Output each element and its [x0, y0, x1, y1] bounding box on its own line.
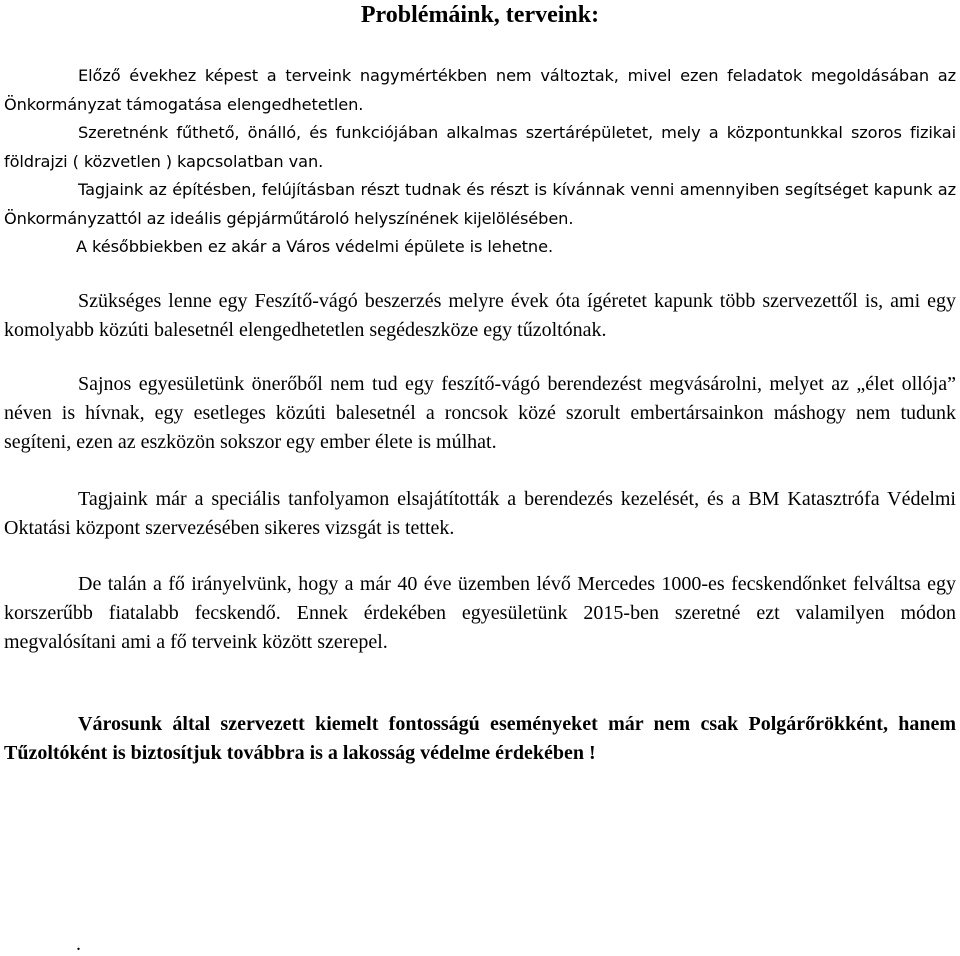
paragraph-plans-unchanged: Előző évekhez képest a terveink nagymértékben nem változtak, mivel ezen feladatok megoldásában az Önkormányzat támogatása elengedhetetlen.: [4, 66, 956, 114]
paragraph-training: Tagjaink már a speciális tanfolyamon elsajátították a berendezés kezelését, és a BM Katasztrófa Védelmi Oktatási központ szervezésében sikeres vizsgát is tettek.: [4, 488, 956, 540]
page-title: Problémáink, terveink:: [360, 2, 600, 28]
paragraph-equipment-building: Szeretnénk fűthető, önálló, és funkciójában alkalmas szertárépületet, mely a központunkkal szoros fizikai földrajzi ( közvetlen ) kapcsolatban van.: [4, 123, 956, 171]
paragraph-defense-building: A későbbiekben ez akár a Város védelmi épülete is lehetne.: [76, 237, 553, 256]
footer-mark: .: [76, 933, 81, 955]
paragraph-members-construction: Tagjaink az építésben, felújításban részt tudnak és részt is kívánnak venni amennyiben segítséget kapunk az Önkormányzattól az ideális gépjárműtároló helyszínének kijelölésében.: [4, 180, 956, 228]
paragraph-cutter-needed: Szükséges lenne egy Feszítő-vágó beszerzés melyre évek óta ígéretet kapunk több szervezettől is, ami egy komolyabb közúti balesetnél elengedhetetlen segédeszköze egy tűzoltónak.: [4, 290, 956, 342]
paragraph-cutter-purchase: Sajnos egyesületünk önerőből nem tud egy feszítő-vágó berendezést megvásárolni, melyet az „élet ollója” néven is hívnak, egy esetleges közúti balesetnél a roncsok közé szorult embertársainkon máshogy nem tudunk segíteni, ezen az eszközön sokszor egy ember élete is múlhat.: [4, 373, 956, 454]
paragraph-events-closing: Városunk által szervezett kiemelt fontosságú eseményeket már nem csak Polgárőrökként, hanem Tűzoltóként is biztosítjuk továbbra is a lakosság védelme érdekében !: [4, 713, 956, 764]
paragraph-fire-engine: De talán a fő irányelvünk, hogy a már 40 éve üzemben lévő Mercedes 1000-es fecskendőnket felváltsa egy korszerűbb fiatalabb fecskendő. Ennek érdekében egyesületünk 2015-ben szeretné ezt valamilyen módon megvalósítani ami a fő terveink között szerepel.: [4, 573, 956, 654]
